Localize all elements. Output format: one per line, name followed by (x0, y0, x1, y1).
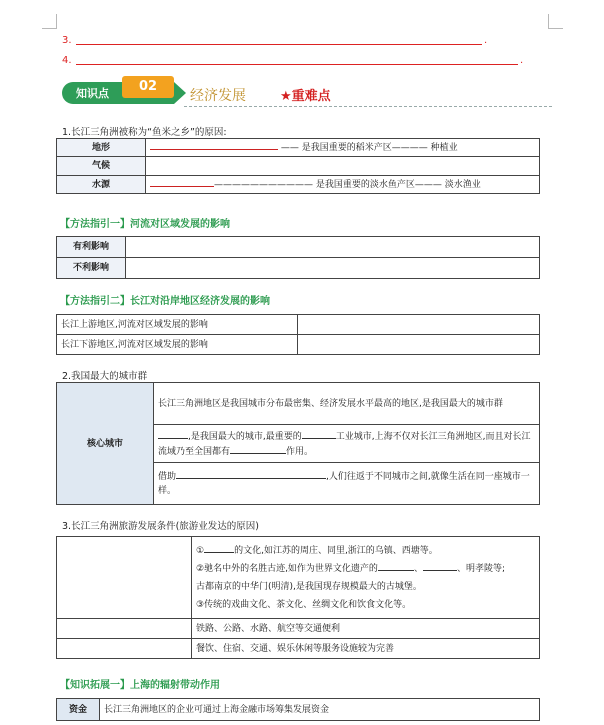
row-text: ① (196, 545, 205, 556)
row-content (146, 139, 540, 157)
row-text: 的文化,如江苏的周庄、同里,浙江的乌镇、西塘等。 (234, 545, 438, 556)
question-3-heading: 3.长江三角洲旅游发展条件(旅游业发达的原因) (62, 521, 259, 532)
list-item: ③传统的戏曲文化、茶文化、丝绸文化和饮食文化等。 (196, 599, 412, 610)
answer-blank[interactable] (302, 429, 336, 439)
row-content: 餐饮、住宿、交通、娱乐休闲等服务设施较为完善 (192, 639, 540, 659)
badge-arrow-icon (174, 82, 186, 104)
method-2-table (56, 314, 540, 355)
fill-line-4 (62, 55, 532, 67)
answer-cell[interactable] (298, 335, 540, 355)
table-row (57, 699, 540, 721)
answer-cell[interactable] (298, 315, 540, 335)
row-content (154, 425, 540, 463)
knowledge-point-title: 经济发展 (190, 88, 246, 104)
row-label: 有利影响 (57, 237, 126, 258)
answer-blank[interactable] (176, 469, 326, 479)
fill-line-3 (62, 35, 502, 47)
fill-line-number: 3. (62, 35, 72, 46)
knowledge-point-banner (62, 76, 552, 108)
fill-line-end: . (520, 55, 524, 66)
row-text: ②驰名中外的名胜古迹,如作为世界文化遗产的 (196, 563, 378, 574)
table-row (57, 176, 540, 194)
answer-blank[interactable] (230, 444, 286, 454)
table-row (57, 639, 540, 659)
row-label: 地形 (57, 139, 146, 157)
row-label: 核心城市 (57, 383, 154, 505)
row-text: 借助 (158, 472, 177, 482)
row-label: 水源 (57, 176, 146, 194)
row-label: 长江下游地区,河流对区域发展的影响 (57, 335, 298, 355)
row-text: 、明孝陵等; (456, 563, 505, 574)
table-row (57, 619, 540, 639)
list-item: 古都南京的中华门(明清),是我国现存规模最大的古城堡。 (196, 581, 422, 592)
table-row (57, 335, 540, 355)
row-content (192, 537, 540, 619)
answer-cell[interactable] (57, 639, 192, 659)
row-content: 长江三角洲地区是我国城市分布最密集、经济发展水平最高的地区,是我国最大的城市群 (154, 383, 540, 425)
answer-blank[interactable] (423, 561, 457, 571)
table-row (57, 537, 540, 619)
extension-heading: 【知识拓展一】上海的辐射带动作用 (60, 680, 220, 691)
knowledge-point-label: 知识点 (76, 87, 109, 100)
fill-line-number: 4. (62, 55, 72, 66)
row-text: 工业城市,上海不仅对长江三角洲地区,而且对长江流域乃至全国都有 (158, 431, 531, 457)
row-text: ,人们往返于不同城市之间,就像生活在同一座城市一样。 (158, 472, 530, 496)
row-text: ——————————— 是我国重要的淡水鱼产区——— 淡水渔业 (214, 180, 481, 190)
q2-table (56, 382, 540, 505)
extension-table (56, 698, 540, 721)
question-2-heading: 2.我国最大的城市群 (62, 371, 148, 382)
page-corner-mark (548, 14, 563, 29)
answer-blank[interactable] (158, 429, 188, 439)
answer-cell[interactable] (126, 258, 540, 279)
row-text: 、 (413, 563, 423, 574)
answer-blank[interactable] (204, 543, 234, 553)
answer-cell[interactable] (57, 619, 192, 639)
answer-blank[interactable] (150, 177, 214, 187)
row-content: 长江三角洲地区的企业可通过上海金融市场筹集发展资金 (100, 699, 540, 721)
fill-line-end: . (484, 35, 488, 46)
question-1-heading: 1.长江三角洲被称为“鱼米之乡”的原因: (62, 127, 227, 138)
row-text: ,是我国最大的城市,最重要的 (188, 431, 302, 442)
row-label: 气候 (57, 157, 146, 176)
answer-cell[interactable] (126, 237, 540, 258)
list-item (196, 560, 535, 578)
q1-table (56, 138, 540, 194)
list-item (196, 542, 535, 560)
method-1-table (56, 236, 540, 279)
row-content (146, 176, 540, 194)
row-content: 铁路、公路、水路、航空等交通便利 (192, 619, 540, 639)
table-row (57, 315, 540, 335)
answer-rule (76, 64, 518, 65)
dashed-divider (184, 106, 552, 107)
answer-blank[interactable] (150, 140, 278, 150)
row-content (154, 463, 540, 505)
table-row (57, 237, 540, 258)
row-text: 作用。 (286, 446, 314, 457)
answer-cell[interactable] (57, 537, 192, 619)
method-2-heading: 【方法指引二】长江对沿岸地区经济发展的影响 (60, 296, 270, 307)
row-text: —— 是我国重要的稻米产区———— 种植业 (278, 143, 458, 153)
answer-blank[interactable] (378, 561, 414, 571)
knowledge-point-number: 02 (122, 76, 174, 98)
row-label: 资金 (57, 699, 100, 721)
method-1-heading: 【方法指引一】河流对区域发展的影响 (60, 219, 230, 230)
table-row (57, 139, 540, 157)
table-row (57, 383, 540, 425)
row-content[interactable] (146, 157, 540, 176)
q3-table (56, 536, 540, 659)
page-corner-mark (42, 14, 57, 29)
importance-tag: ★重难点 (280, 89, 331, 104)
table-row (57, 157, 540, 176)
row-label: 不利影响 (57, 258, 126, 279)
table-row (57, 258, 540, 279)
answer-rule (76, 44, 482, 45)
row-label: 长江上游地区,河流对区域发展的影响 (57, 315, 298, 335)
